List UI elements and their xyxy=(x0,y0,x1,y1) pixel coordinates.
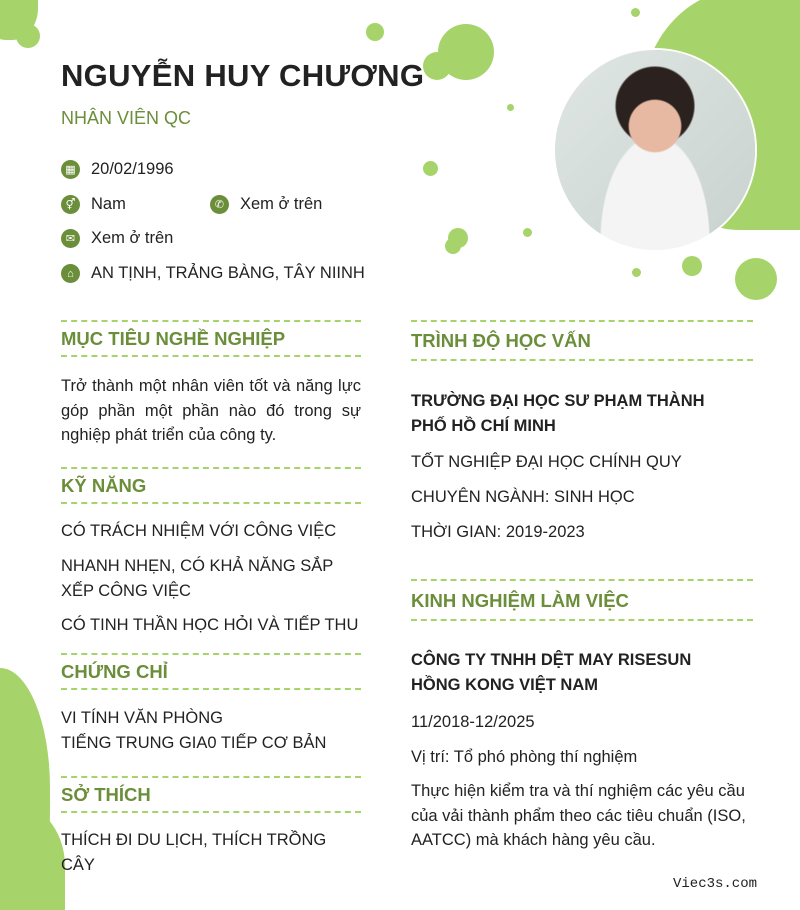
objective-title: MỤC TIÊU NGHỀ NGHIỆP xyxy=(61,328,286,349)
certificates-title: CHỨNG CHỈ xyxy=(61,661,168,682)
address-value: AN TỊNH, TRẢNG BÀNG, TÂY NIINH xyxy=(91,264,365,282)
hobbies-title: SỞ THÍCH xyxy=(61,784,151,805)
divider xyxy=(61,502,361,504)
divider xyxy=(61,320,361,322)
divider xyxy=(61,811,361,813)
profile-photo xyxy=(555,50,755,250)
gender-row xyxy=(61,195,126,214)
decor-dot xyxy=(507,104,514,111)
decor-dot xyxy=(445,238,461,254)
education-major: CHUYÊN NGÀNH: SINH HỌC xyxy=(411,488,635,506)
decor-dot xyxy=(423,161,438,176)
decor-dot xyxy=(682,256,702,276)
gender-icon: ⚥ xyxy=(61,195,80,214)
divider xyxy=(61,653,361,655)
watermark: Viec3s.com xyxy=(673,876,758,892)
experience-company: CÔNG TY TNHH DỆT MAY RISESUN HỒNG KONG VIỆT NAM xyxy=(411,651,692,694)
skill-item: NHANH NHẸN, CÓ KHẢ NĂNG SẮP XẾP CÔNG VIỆC xyxy=(61,557,333,600)
skill-item: CÓ TRÁCH NHIỆM VỚI CÔNG VIỆC xyxy=(61,522,337,540)
phone-row xyxy=(210,195,322,214)
divider xyxy=(411,359,753,361)
education-time: THỜI GIAN: 2019-2023 xyxy=(411,523,585,541)
divider xyxy=(61,467,361,469)
dob-value: 20/02/1996 xyxy=(91,160,174,178)
education-school: TRƯỜNG ĐẠI HỌC SƯ PHẠM THÀNH PHỐ HỒ CHÍ MINH xyxy=(411,392,705,435)
hobbies-text: THÍCH ĐI DU LỊCH, THÍCH TRỒNG CÂY xyxy=(61,831,327,874)
address-row xyxy=(61,264,365,283)
dob-row xyxy=(61,160,174,179)
experience-position: Vị trí: Tổ phó phòng thí nghiệm xyxy=(411,748,638,766)
education-degree: TỐT NGHIỆP ĐẠI HỌC CHÍNH QUY xyxy=(411,453,682,471)
experience-description: Thực hiện kiểm tra và thí nghiệm các yêu cầu của vải thành phẩm theo các tiêu chuẩn (ISO, AATCC) mà khách hàng yêu cầu. xyxy=(411,782,746,849)
decor-blob-bottom-left-base xyxy=(0,800,65,910)
candidate-role: NHÂN VIÊN QC xyxy=(61,108,192,128)
decor-blob-medium xyxy=(423,52,451,80)
divider xyxy=(61,688,361,690)
email-row xyxy=(61,229,173,248)
divider xyxy=(411,320,753,322)
decor-dot xyxy=(523,228,532,237)
skills-title: KỸ NĂNG xyxy=(61,475,147,496)
objective-text: Trở thành một nhân viên tốt và năng lực góp phần một phần nào đó trong sự nghiệp phát triển của công ty. xyxy=(61,377,361,444)
decor-dot xyxy=(631,8,640,17)
decor-dot xyxy=(366,23,384,41)
divider xyxy=(61,355,361,357)
divider xyxy=(411,619,753,621)
home-icon: ⌂ xyxy=(61,264,80,283)
experience-title: KINH NGHIỆM LÀM VIỆC xyxy=(411,590,629,611)
certificate-item: VI TÍNH VĂN PHÒNG xyxy=(61,709,223,727)
divider xyxy=(61,776,361,778)
education-title: TRÌNH ĐỘ HỌC VẤN xyxy=(411,330,591,351)
skill-item: CÓ TINH THẦN HỌC HỎI VÀ TIẾP THU xyxy=(61,616,359,634)
email-value: Xem ở trên xyxy=(91,229,174,247)
decor-dot xyxy=(632,268,641,277)
phone-value: Xem ở trên xyxy=(240,195,323,213)
divider xyxy=(411,579,753,581)
experience-period: 11/2018-12/2025 xyxy=(411,713,535,731)
decor-blob-right xyxy=(735,258,777,300)
phone-icon: ✆ xyxy=(210,195,229,214)
email-icon: ✉ xyxy=(61,229,80,248)
calendar-icon: ▦ xyxy=(61,160,80,179)
gender-value: Nam xyxy=(91,195,126,213)
decor-blob-top-left-small xyxy=(16,24,40,48)
candidate-name: NGUYỄN HUY CHƯƠNG xyxy=(61,58,425,93)
certificate-item: TIẾNG TRUNG GIA0 TIẾP CƠ BẢN xyxy=(61,734,327,752)
